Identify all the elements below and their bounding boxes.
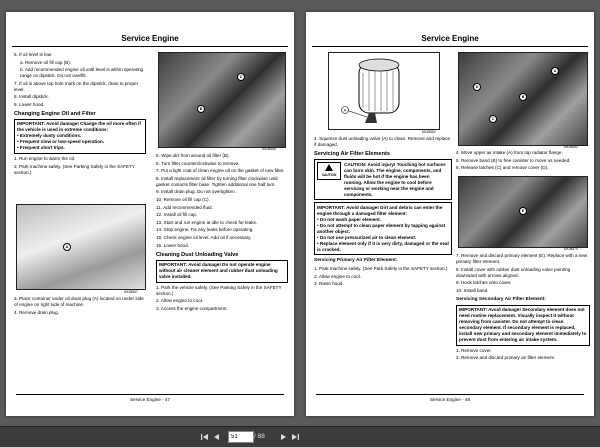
page-footer: Service Engine - 47 xyxy=(16,394,284,402)
text-line: 7. If oil is above top hole mark on the dipstick, drain to proper level. xyxy=(14,80,139,92)
important-text: IMPORTANT: Avoid damage! Secondary element does not need routine replacement. Visually inspect it without removing from canister. Do not attempt to clean secondary element. If secondary element is replaced, install new primary and secondary element immediately to prevent dust from entering air intake system. xyxy=(459,307,587,343)
important-text: IMPORTANT: Avoid damage! Change the oil more often if the vehicle is used in extreme conditions: xyxy=(17,121,141,133)
caution-box xyxy=(314,159,452,200)
text-line: 2. Remove and discard primary air filter element. xyxy=(456,355,556,361)
important-text: IMPORTANT: Avoid damage! Dirt and debris can enter the engine through a damaged filter element: xyxy=(317,204,443,216)
callout-a: A xyxy=(551,67,559,75)
important-bullet: • Do not use pressurized air to clean element. xyxy=(317,234,417,240)
right-column-1 xyxy=(314,136,452,289)
image-code: MX28567 xyxy=(124,290,138,294)
text-line: 7. Remove and discard primary element (E). Replace with a new primary filter element. xyxy=(456,253,588,264)
left-column-1 xyxy=(14,52,146,177)
left-page xyxy=(6,12,294,416)
text-line: 9. Lower hood. xyxy=(14,101,45,107)
callout-c: C xyxy=(237,73,245,81)
text-line: 5. Remove band (B) to free canister to move as needed. xyxy=(456,157,571,163)
subsection-title: Servicing Primary Air Filter Element: xyxy=(314,258,398,263)
text-line: 5. Wipe dirt from around oil filter (B). xyxy=(156,153,230,158)
page-number-input[interactable] xyxy=(228,431,254,443)
prev-page-icon[interactable] xyxy=(212,431,222,443)
oil-filter-photo xyxy=(158,52,286,148)
text-line: 6. Turn filter counterclockwise to remove. xyxy=(156,160,240,166)
page-footer: Service Engine - 48 xyxy=(316,394,584,402)
text-line: 9. Install drain plug. Do not overtighten. xyxy=(156,189,236,195)
text-line: 14. Stop engine. Fix any leaks before operating. xyxy=(156,227,254,233)
important-box xyxy=(314,202,452,255)
section-title: Servicing Air Filter Elements xyxy=(314,151,390,157)
oil-drain-plug-photo xyxy=(16,204,146,290)
important-bullet: • Frequent slow or low-speed operation. xyxy=(17,139,105,145)
text-line: 7. Put a light coat of clean engine oil on the gasket of new filter. xyxy=(156,168,285,174)
important-bullet: • Do not wash paper element. xyxy=(317,216,381,222)
text-line: 1. Run engine to warm the oil. xyxy=(14,155,76,161)
image-code: MX28583 xyxy=(564,145,578,149)
caution-text: CAUTION: Avoid injury! Touching hot surfaces can burn skin. The engine, components, and fluids will be hot if the engine has been running. Allow the engine to cool before servicing or working near the engine and components. xyxy=(344,161,446,197)
important-box xyxy=(14,119,146,154)
text-line: 6. If oil level is low: xyxy=(14,52,53,57)
viewer-toolbar xyxy=(0,426,600,447)
image-code: MX28670 xyxy=(564,247,578,251)
air-intake-photo xyxy=(458,52,588,146)
section-title: Changing Engine Oil and Filter xyxy=(14,110,96,117)
right-column-2a xyxy=(456,150,590,173)
air-filter-icon xyxy=(329,53,439,129)
svg-text:A: A xyxy=(343,107,347,113)
right-column-2b xyxy=(456,253,590,363)
air-filter-drawing xyxy=(328,52,440,130)
image-code: MX28568 xyxy=(262,147,276,151)
important-bullet: • Frequent short trips. xyxy=(17,145,65,151)
text-line: 6. Release latches (C) and remove cover (D). xyxy=(456,165,549,171)
right-page xyxy=(306,12,594,416)
left-column-1-bottom xyxy=(14,296,146,317)
text-line: 9. Hook latches onto cover. xyxy=(456,280,512,286)
important-box xyxy=(456,305,590,346)
last-page-icon[interactable] xyxy=(290,431,300,443)
text-line: 2. Park machine safely. (See Parking Safely in the SAFETY section.) xyxy=(14,163,135,175)
important-bullet: • Replace element only if it is very dirty, damaged or the seal is cracked. xyxy=(317,240,449,252)
important-bullet: • Extremely dusty conditions. xyxy=(17,133,82,139)
text-line: 8. Install dipstick. xyxy=(14,94,49,100)
text-line: 1. Park the vehicle safely. (See Parking Safely in the SAFETY section.) xyxy=(156,284,282,296)
text-line: 4. Squeeze dust unloading valve (A) to clean. Remove and replace if damaged. xyxy=(314,136,451,147)
text-line: 11. Add recommended fluid. xyxy=(156,204,213,210)
important-text: IMPORTANT: Avoid damage! Do not operate engine without air cleaner element and rubber dust unloading valve installed. xyxy=(159,262,278,280)
page-header: Service Engine xyxy=(312,32,588,47)
text-line: b. Add recommended engine oil until level is within operating range on dipstick. Do not overfill. xyxy=(20,67,144,79)
text-line: a. Remove oil fill cap (B). xyxy=(20,59,72,65)
text-line: 8. Install replacement oil filter by turning filter clockwise until gasket contacts filter base. Tighten additional one half turn. xyxy=(156,175,278,187)
text-line: 2. Allow engine to cool. xyxy=(314,273,361,279)
primary-element-photo xyxy=(458,176,588,248)
next-page-icon[interactable] xyxy=(278,431,288,443)
important-box xyxy=(156,260,288,283)
text-line: 10. Remove oil fill cap (C). xyxy=(156,196,210,202)
page-header: Service Engine xyxy=(12,32,288,47)
text-line: 4. Remove drain plug. xyxy=(14,309,59,315)
text-line: 3. Raise hood. xyxy=(314,281,344,287)
page-total: / 88 xyxy=(254,433,265,440)
text-line: 4. Move upper air intake (A) from top radiator flange. xyxy=(456,150,563,155)
text-line: 12. Install oil fill cap. xyxy=(156,212,198,218)
section-title: Cleaning Dust Unloading Valve xyxy=(156,251,239,258)
callout-b: B xyxy=(519,93,527,101)
callout-c: C xyxy=(489,115,497,123)
caution-badge-label: CAUTION xyxy=(321,172,337,177)
text-line: 10. Install band. xyxy=(456,287,489,293)
text-line: 8. Install cover with rubber dust unloading valve pointing downward with arrows aligned. xyxy=(456,266,571,278)
left-column-2 xyxy=(156,153,288,313)
callout-d: D xyxy=(473,83,481,91)
text-line: 13. Start and run engine at idle to check for leaks. xyxy=(156,219,258,225)
text-line: 16. Lower hood. xyxy=(156,242,189,248)
text-line: 1. Park machine safely. (See Park Safely in the SAFETY section.) xyxy=(314,266,448,271)
callout-a: A xyxy=(63,243,71,251)
important-bullet: • Do not attempt to clean paper element by tapping against another object. xyxy=(317,222,446,234)
text-line: 3. Access the engine compartment. xyxy=(156,305,228,311)
image-code: MX28582 xyxy=(422,130,436,134)
text-line: 1. Remove cover. xyxy=(456,347,492,353)
warning-icon xyxy=(317,162,341,180)
callout-e: E xyxy=(519,207,527,215)
text-line: 3. Place container under oil drain plug (A) located on under side of engine on right side of machine. xyxy=(14,296,144,307)
text-line: 2. Allow engine to cool. xyxy=(156,298,203,304)
callout-b: B xyxy=(197,105,205,113)
text-line: 15. Check engine oil level. Add oil if necessary. xyxy=(156,234,252,240)
first-page-icon[interactable] xyxy=(200,431,210,443)
subsection-title: Servicing Secondary Air Filter Element: xyxy=(456,296,546,302)
